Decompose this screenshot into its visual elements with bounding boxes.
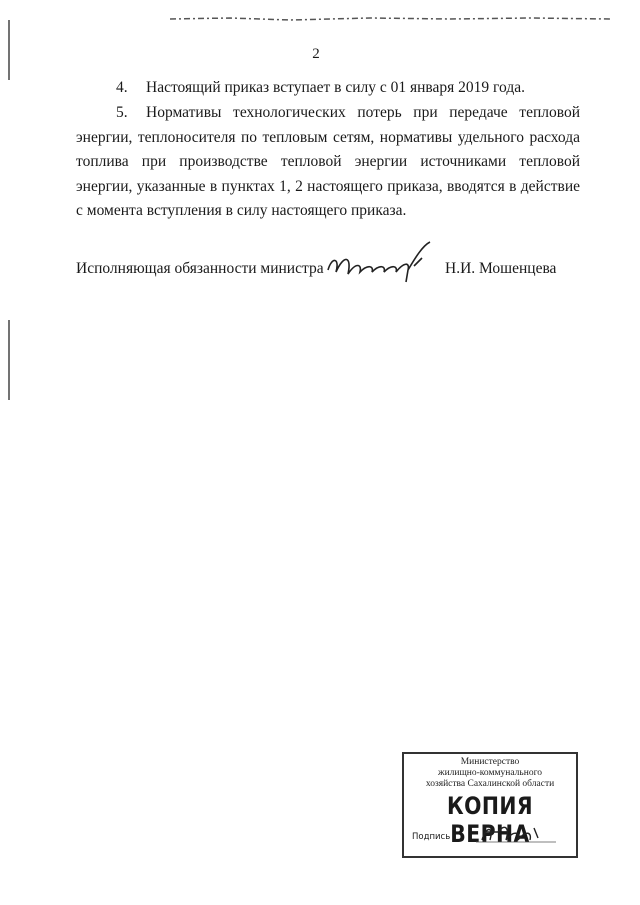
signatory-name: Н.И. Мошенцева <box>445 260 557 277</box>
copy-certified-stamp <box>402 752 578 858</box>
scan-artifact-left <box>6 20 12 400</box>
scan-artifact-top <box>170 16 610 22</box>
stamp-title: КОПИЯ ВЕРНА <box>446 792 533 848</box>
page-number: 2 <box>312 46 320 62</box>
paragraph-text: Настоящий приказ вступает в силу с 01 января 2019 года. <box>146 79 525 96</box>
signatory-title: Исполняющая обязанности министра <box>76 260 324 277</box>
stamp-signature <box>476 820 556 848</box>
handwritten-signature <box>322 236 442 296</box>
stamp-line: Министерство <box>460 757 520 767</box>
paragraph-text: Нормативы технологических потерь при передаче тепловой энергии, теплоносителя по тепловым сетям, нормативы удельного расхода топлива при производстве тепловой энергии источниками тепловой энергии, указанные в пунктах 1, 2 настоящего приказа, вводятся в действие с момента вступления в силу настоящего приказа. <box>76 104 580 219</box>
paragraph-5 <box>76 101 580 224</box>
stamp-line: хозяйства Сахалинской области <box>425 779 555 789</box>
paragraph-number: 4. <box>116 79 128 96</box>
stamp-line: жилищно-коммунального <box>438 768 542 778</box>
paragraph-4 <box>76 76 596 101</box>
paragraph-number: 5. <box>116 104 128 121</box>
stamp-signature-label: Подпись <box>412 832 451 842</box>
